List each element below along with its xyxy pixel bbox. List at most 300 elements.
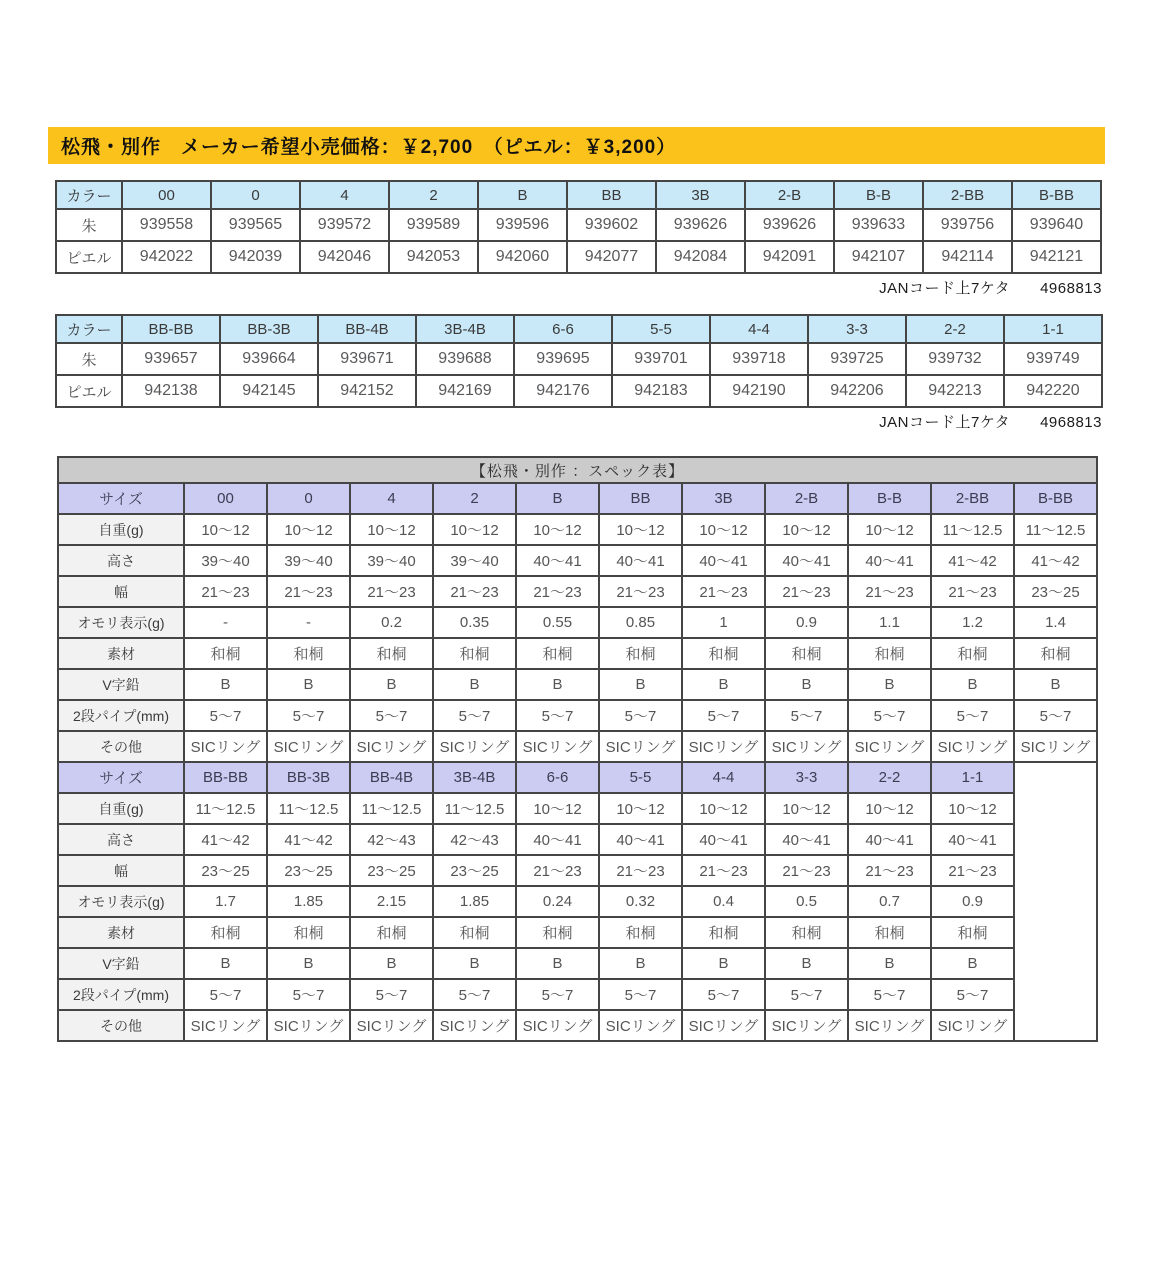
spec-row-label: V字鉛 <box>58 669 184 700</box>
spec-row-label: 素材 <box>58 917 184 948</box>
jan-header-row <box>56 315 1102 343</box>
spec-row <box>58 607 1097 638</box>
spec-value-cell: B <box>267 948 350 979</box>
spec-value-cell: 5〜7 <box>848 979 931 1010</box>
jan-code-cell: 942084 <box>656 241 745 273</box>
spec-title-row <box>58 457 1097 483</box>
spec-value-cell: SICリング <box>765 731 848 762</box>
column-header: カラー <box>56 181 122 209</box>
spec-row-label: 2段パイプ(mm) <box>58 700 184 731</box>
jan-code-cell: 939725 <box>808 343 906 375</box>
spec-value-cell: B <box>350 669 433 700</box>
spec-value-cell: 10〜12 <box>931 793 1014 824</box>
spec-value-cell: B <box>765 669 848 700</box>
jan-code-cell: 939749 <box>1004 343 1102 375</box>
column-header: 4 <box>300 181 389 209</box>
spec-row <box>58 979 1097 1010</box>
spec-value-cell: 和桐 <box>931 638 1014 669</box>
spec-value-cell: 10〜12 <box>516 793 599 824</box>
spec-row <box>58 793 1097 824</box>
size-header-cell: BB <box>599 483 682 514</box>
jan-code-cell: 939756 <box>923 209 1012 241</box>
spec-value-cell: 40〜41 <box>682 824 765 855</box>
spec-value-cell: B <box>599 669 682 700</box>
spec-value-cell: 11〜12.5 <box>433 793 516 824</box>
column-header: B-BB <box>1012 181 1101 209</box>
empty-region <box>1014 762 1097 1041</box>
spec-row <box>58 669 1097 700</box>
spec-value-cell: SICリング <box>599 731 682 762</box>
spec-value-cell: 和桐 <box>433 638 516 669</box>
spec-value-cell: 11〜12.5 <box>931 514 1014 545</box>
column-header: 4-4 <box>710 315 808 343</box>
size-header-cell: 1-1 <box>931 762 1014 793</box>
spec-value-cell: 41〜42 <box>1014 545 1097 576</box>
spec-value-cell: SICリング <box>1014 731 1097 762</box>
jan-table-1 <box>55 180 1102 274</box>
size-header-label: サイズ <box>58 483 184 514</box>
spec-value-cell: 0.9 <box>765 607 848 638</box>
spec-value-cell: 5〜7 <box>599 979 682 1010</box>
spec-value-cell: 5〜7 <box>433 979 516 1010</box>
spec-row-label: 幅 <box>58 576 184 607</box>
spec-value-cell: 5〜7 <box>682 700 765 731</box>
spec-value-cell: B <box>931 669 1014 700</box>
column-header: 1-1 <box>1004 315 1102 343</box>
row-label: 朱 <box>56 209 122 241</box>
spec-value-cell: 和桐 <box>931 917 1014 948</box>
spec-value-cell: 11〜12.5 <box>350 793 433 824</box>
spec-value-cell: 21〜23 <box>931 576 1014 607</box>
spec-value-cell: SICリング <box>599 1010 682 1041</box>
spec-value-cell: 和桐 <box>848 638 931 669</box>
size-header-row <box>58 483 1097 514</box>
spec-value-cell: 1.85 <box>433 886 516 917</box>
jan-code-cell: 939695 <box>514 343 612 375</box>
spec-value-cell: 40〜41 <box>848 824 931 855</box>
spec-row-label: その他 <box>58 1010 184 1041</box>
spec-row <box>58 824 1097 855</box>
spec-value-cell: 5〜7 <box>765 979 848 1010</box>
size-header-cell: 2-BB <box>931 483 1014 514</box>
spec-value-cell: 21〜23 <box>599 855 682 886</box>
spec-value-cell: SICリング <box>516 1010 599 1041</box>
spec-value-cell: SICリング <box>931 1010 1014 1041</box>
spec-value-cell: 40〜41 <box>516 545 599 576</box>
jan-code-cell: 942060 <box>478 241 567 273</box>
jan-code-cell: 939572 <box>300 209 389 241</box>
size-header-row <box>58 762 1097 793</box>
jan-note-value: 4968813 <box>1040 414 1102 431</box>
spec-value-cell: 23〜25 <box>267 855 350 886</box>
spec-value-cell: - <box>267 607 350 638</box>
jan-code-cell: 942145 <box>220 375 318 407</box>
spec-value-cell: 2.15 <box>350 886 433 917</box>
jan-code-cell: 939732 <box>906 343 1004 375</box>
spec-value-cell: 5〜7 <box>350 979 433 1010</box>
column-header: BB <box>567 181 656 209</box>
spec-value-cell: 21〜23 <box>682 855 765 886</box>
spec-value-cell: 和桐 <box>1014 638 1097 669</box>
jan-header-row <box>56 181 1101 209</box>
spec-row-label: 素材 <box>58 638 184 669</box>
column-header: 0 <box>211 181 300 209</box>
spec-value-cell: B <box>682 669 765 700</box>
jan-note-value: 4968813 <box>1040 280 1102 297</box>
column-header: 3-3 <box>808 315 906 343</box>
size-header-cell: 2-2 <box>848 762 931 793</box>
spec-value-cell: 5〜7 <box>350 700 433 731</box>
spec-value-cell: 11〜12.5 <box>184 793 267 824</box>
size-header-cell: 2-B <box>765 483 848 514</box>
size-header-cell: 2 <box>433 483 516 514</box>
spec-value-cell: 和桐 <box>765 638 848 669</box>
spec-value-cell: 40〜41 <box>599 545 682 576</box>
spec-value-cell: 42〜43 <box>350 824 433 855</box>
spec-value-cell: SICリング <box>433 731 516 762</box>
spec-row <box>58 917 1097 948</box>
column-header: 2-B <box>745 181 834 209</box>
spec-value-cell: SICリング <box>682 1010 765 1041</box>
jan-code-cell: 939718 <box>710 343 808 375</box>
spec-value-cell: 21〜23 <box>599 576 682 607</box>
size-header-cell: BB-3B <box>267 762 350 793</box>
jan-code-cell: 939602 <box>567 209 656 241</box>
jan-code-row <box>56 375 1102 407</box>
spec-value-cell: 11〜12.5 <box>1014 514 1097 545</box>
spec-value-cell: 和桐 <box>599 917 682 948</box>
jan-table-2 <box>55 314 1103 408</box>
spec-value-cell: 10〜12 <box>433 514 516 545</box>
column-header: BB-BB <box>122 315 220 343</box>
spec-value-cell: 10〜12 <box>350 514 433 545</box>
jan-code-cell: 939633 <box>834 209 923 241</box>
jan-code-cell: 939596 <box>478 209 567 241</box>
spec-value-cell: 10〜12 <box>682 793 765 824</box>
spec-value-cell: B <box>433 669 516 700</box>
spec-value-cell: B <box>184 948 267 979</box>
spec-value-cell: B <box>267 669 350 700</box>
spec-value-cell: 41〜42 <box>184 824 267 855</box>
spec-value-cell: 1.2 <box>931 607 1014 638</box>
spec-row-label: 幅 <box>58 855 184 886</box>
column-header: 3B <box>656 181 745 209</box>
spec-row <box>58 514 1097 545</box>
spec-value-cell: 5〜7 <box>267 979 350 1010</box>
spec-row-label: オモリ表示(g) <box>58 886 184 917</box>
spec-value-cell: B <box>682 948 765 979</box>
spec-value-cell: 21〜23 <box>184 576 267 607</box>
jan-code-cell: 942121 <box>1012 241 1101 273</box>
size-header-cell: 0 <box>267 483 350 514</box>
spec-value-cell: 和桐 <box>682 638 765 669</box>
jan-code-cell: 942077 <box>567 241 656 273</box>
spec-value-cell: 21〜23 <box>516 576 599 607</box>
spec-value-cell: 0.2 <box>350 607 433 638</box>
spec-value-cell: 1.4 <box>1014 607 1097 638</box>
spec-value-cell: 23〜25 <box>1014 576 1097 607</box>
spec-value-cell: 21〜23 <box>682 576 765 607</box>
spec-value-cell: 0.85 <box>599 607 682 638</box>
spec-value-cell: 5〜7 <box>931 979 1014 1010</box>
jan-note-label: JANコード上7ケタ <box>879 414 1011 431</box>
spec-value-cell: 0.32 <box>599 886 682 917</box>
spec-row-label: V字鉛 <box>58 948 184 979</box>
spec-row <box>58 700 1097 731</box>
spec-value-cell: 5〜7 <box>267 700 350 731</box>
spec-value-cell: 0.24 <box>516 886 599 917</box>
spec-value-cell: 和桐 <box>682 917 765 948</box>
jan-code-cell: 942022 <box>122 241 211 273</box>
jan-note-label: JANコード上7ケタ <box>879 280 1011 297</box>
spec-value-cell: 21〜23 <box>267 576 350 607</box>
spec-value-cell: 39〜40 <box>433 545 516 576</box>
spec-value-cell: 21〜23 <box>931 855 1014 886</box>
spec-value-cell: 10〜12 <box>848 793 931 824</box>
spec-table <box>57 456 1098 1042</box>
jan-code-cell: 942183 <box>612 375 710 407</box>
spec-value-cell: 0.4 <box>682 886 765 917</box>
spec-value-cell: B <box>433 948 516 979</box>
size-header-cell: 00 <box>184 483 267 514</box>
spec-row-label: その他 <box>58 731 184 762</box>
spec-table-title: 【松飛・別作 ：スペック表】 <box>58 457 1097 483</box>
price-header-text: 松飛・別作 メーカー希望小売価格：￥2,700 （ピエル：￥3,200） <box>61 137 677 158</box>
spec-value-cell: 0.55 <box>516 607 599 638</box>
spec-value-cell: 和桐 <box>433 917 516 948</box>
size-header-label: サイズ <box>58 762 184 793</box>
size-header-cell: BB-BB <box>184 762 267 793</box>
spec-value-cell: B <box>765 948 848 979</box>
row-label: ピエル <box>56 241 122 273</box>
spec-row <box>58 886 1097 917</box>
price-header-bar <box>48 127 1105 164</box>
spec-value-cell: 和桐 <box>516 638 599 669</box>
spec-value-cell: 和桐 <box>350 638 433 669</box>
spec-value-cell: 5〜7 <box>184 979 267 1010</box>
spec-value-cell: B <box>350 948 433 979</box>
spec-value-cell: 和桐 <box>267 917 350 948</box>
spec-value-cell: - <box>184 607 267 638</box>
jan-code-cell: 939671 <box>318 343 416 375</box>
spec-value-cell: 1 <box>682 607 765 638</box>
spec-value-cell: 41〜42 <box>267 824 350 855</box>
spec-value-cell: SICリング <box>350 1010 433 1041</box>
column-header: 2-2 <box>906 315 1004 343</box>
jan-code-cell: 942206 <box>808 375 906 407</box>
spec-value-cell: 5〜7 <box>848 700 931 731</box>
spec-value-cell: 21〜23 <box>765 855 848 886</box>
spec-value-cell: 40〜41 <box>599 824 682 855</box>
spec-row-label: 自重(g) <box>58 793 184 824</box>
spec-value-cell: SICリング <box>516 731 599 762</box>
spec-row <box>58 545 1097 576</box>
column-header: 5-5 <box>612 315 710 343</box>
spec-value-cell: 10〜12 <box>184 514 267 545</box>
spec-value-cell: 5〜7 <box>1014 700 1097 731</box>
spec-row <box>58 638 1097 669</box>
spec-value-cell: 21〜23 <box>516 855 599 886</box>
jan-code-cell: 939657 <box>122 343 220 375</box>
spec-value-cell: 10〜12 <box>765 793 848 824</box>
size-header-cell: 3-3 <box>765 762 848 793</box>
spec-value-cell: 42〜43 <box>433 824 516 855</box>
spec-value-cell: 21〜23 <box>848 855 931 886</box>
size-header-cell: 4 <box>350 483 433 514</box>
spec-value-cell: 5〜7 <box>184 700 267 731</box>
row-label: 朱 <box>56 343 122 375</box>
spec-row <box>58 1010 1097 1041</box>
jan-code-cell: 942039 <box>211 241 300 273</box>
spec-row <box>58 855 1097 886</box>
jan-code-row <box>56 209 1101 241</box>
spec-value-cell: 21〜23 <box>765 576 848 607</box>
jan-code-cell: 942053 <box>389 241 478 273</box>
size-header-cell: B-B <box>848 483 931 514</box>
spec-value-cell: B <box>1014 669 1097 700</box>
spec-value-cell: 0.35 <box>433 607 516 638</box>
size-header-cell: 3B <box>682 483 765 514</box>
spec-row <box>58 948 1097 979</box>
jan-note-2 <box>55 411 1102 432</box>
spec-value-cell: SICリング <box>848 1010 931 1041</box>
column-header: BB-3B <box>220 315 318 343</box>
jan-code-cell: 939640 <box>1012 209 1101 241</box>
spec-value-cell: 5〜7 <box>682 979 765 1010</box>
spec-value-cell: 39〜40 <box>184 545 267 576</box>
jan-code-cell: 939626 <box>656 209 745 241</box>
spec-value-cell: 5〜7 <box>516 979 599 1010</box>
spec-value-cell: 10〜12 <box>848 514 931 545</box>
jan-code-cell: 942169 <box>416 375 514 407</box>
jan-code-cell: 942152 <box>318 375 416 407</box>
spec-value-cell: 40〜41 <box>931 824 1014 855</box>
spec-value-cell: 5〜7 <box>931 700 1014 731</box>
size-header-cell: BB-4B <box>350 762 433 793</box>
spec-value-cell: B <box>184 669 267 700</box>
jan-code-cell: 939626 <box>745 209 834 241</box>
spec-value-cell: 10〜12 <box>765 514 848 545</box>
spec-value-cell: 21〜23 <box>433 576 516 607</box>
spec-value-cell: 23〜25 <box>433 855 516 886</box>
spec-value-cell: 5〜7 <box>599 700 682 731</box>
spec-value-cell: B <box>848 669 931 700</box>
spec-value-cell: 5〜7 <box>765 700 848 731</box>
spec-value-cell: 和桐 <box>184 638 267 669</box>
jan-code-cell: 939664 <box>220 343 318 375</box>
spec-value-cell: 和桐 <box>267 638 350 669</box>
spec-value-cell: SICリング <box>267 731 350 762</box>
jan-note-1 <box>55 277 1102 298</box>
spec-value-cell: 39〜40 <box>267 545 350 576</box>
spec-value-cell: 11〜12.5 <box>267 793 350 824</box>
spec-value-cell: B <box>599 948 682 979</box>
spec-value-cell: 40〜41 <box>516 824 599 855</box>
row-label: ピエル <box>56 375 122 407</box>
column-header: B-B <box>834 181 923 209</box>
spec-value-cell: 和桐 <box>350 917 433 948</box>
column-header: 2-BB <box>923 181 1012 209</box>
spec-value-cell: 40〜41 <box>848 545 931 576</box>
spec-value-cell: 1.7 <box>184 886 267 917</box>
spec-row-label: 自重(g) <box>58 514 184 545</box>
spec-value-cell: SICリング <box>184 731 267 762</box>
jan-code-cell: 942176 <box>514 375 612 407</box>
jan-code-cell: 942138 <box>122 375 220 407</box>
spec-value-cell: B <box>848 948 931 979</box>
spec-value-cell: SICリング <box>848 731 931 762</box>
spec-value-cell: B <box>516 669 599 700</box>
column-header: 00 <box>122 181 211 209</box>
jan-code-cell: 939589 <box>389 209 478 241</box>
jan-code-cell: 939701 <box>612 343 710 375</box>
spec-value-cell: 10〜12 <box>599 514 682 545</box>
spec-value-cell: 0.9 <box>931 886 1014 917</box>
spec-value-cell: SICリング <box>184 1010 267 1041</box>
column-header: 2 <box>389 181 478 209</box>
spec-value-cell: 23〜25 <box>350 855 433 886</box>
column-header: B <box>478 181 567 209</box>
spec-value-cell: 和桐 <box>184 917 267 948</box>
jan-code-row <box>56 241 1101 273</box>
size-header-cell: 3B-4B <box>433 762 516 793</box>
spec-value-cell: 0.5 <box>765 886 848 917</box>
size-header-cell: B-BB <box>1014 483 1097 514</box>
spec-value-cell: 和桐 <box>599 638 682 669</box>
jan-code-cell: 942114 <box>923 241 1012 273</box>
spec-value-cell: 40〜41 <box>765 824 848 855</box>
size-header-cell: 6-6 <box>516 762 599 793</box>
jan-code-cell: 942091 <box>745 241 834 273</box>
size-header-cell: 5-5 <box>599 762 682 793</box>
spec-value-cell: 10〜12 <box>599 793 682 824</box>
spec-value-cell: 1.85 <box>267 886 350 917</box>
spec-value-cell: 41〜42 <box>931 545 1014 576</box>
spec-row-label: 高さ <box>58 545 184 576</box>
spec-row-label: 高さ <box>58 824 184 855</box>
size-header-cell: 4-4 <box>682 762 765 793</box>
spec-value-cell: 10〜12 <box>682 514 765 545</box>
spec-value-cell: 40〜41 <box>765 545 848 576</box>
jan-code-cell: 942213 <box>906 375 1004 407</box>
spec-value-cell: 5〜7 <box>516 700 599 731</box>
size-header-cell: B <box>516 483 599 514</box>
spec-row-label: 2段パイプ(mm) <box>58 979 184 1010</box>
spec-row <box>58 731 1097 762</box>
jan-code-cell: 939688 <box>416 343 514 375</box>
spec-value-cell: SICリング <box>682 731 765 762</box>
spec-value-cell: SICリング <box>350 731 433 762</box>
spec-sheet-page <box>0 127 1150 1042</box>
spec-value-cell: 10〜12 <box>267 514 350 545</box>
spec-value-cell: 21〜23 <box>350 576 433 607</box>
spec-value-cell: 和桐 <box>848 917 931 948</box>
column-header: カラー <box>56 315 122 343</box>
spec-row-label: オモリ表示(g) <box>58 607 184 638</box>
spec-value-cell: 21〜23 <box>848 576 931 607</box>
jan-code-cell: 942220 <box>1004 375 1102 407</box>
spec-value-cell: 和桐 <box>516 917 599 948</box>
jan-code-cell: 939565 <box>211 209 300 241</box>
jan-code-cell: 942046 <box>300 241 389 273</box>
spec-value-cell: 39〜40 <box>350 545 433 576</box>
spec-value-cell: B <box>516 948 599 979</box>
spec-value-cell: 和桐 <box>765 917 848 948</box>
spec-value-cell: 10〜12 <box>516 514 599 545</box>
spec-value-cell: SICリング <box>433 1010 516 1041</box>
column-header: BB-4B <box>318 315 416 343</box>
spec-value-cell: 5〜7 <box>433 700 516 731</box>
